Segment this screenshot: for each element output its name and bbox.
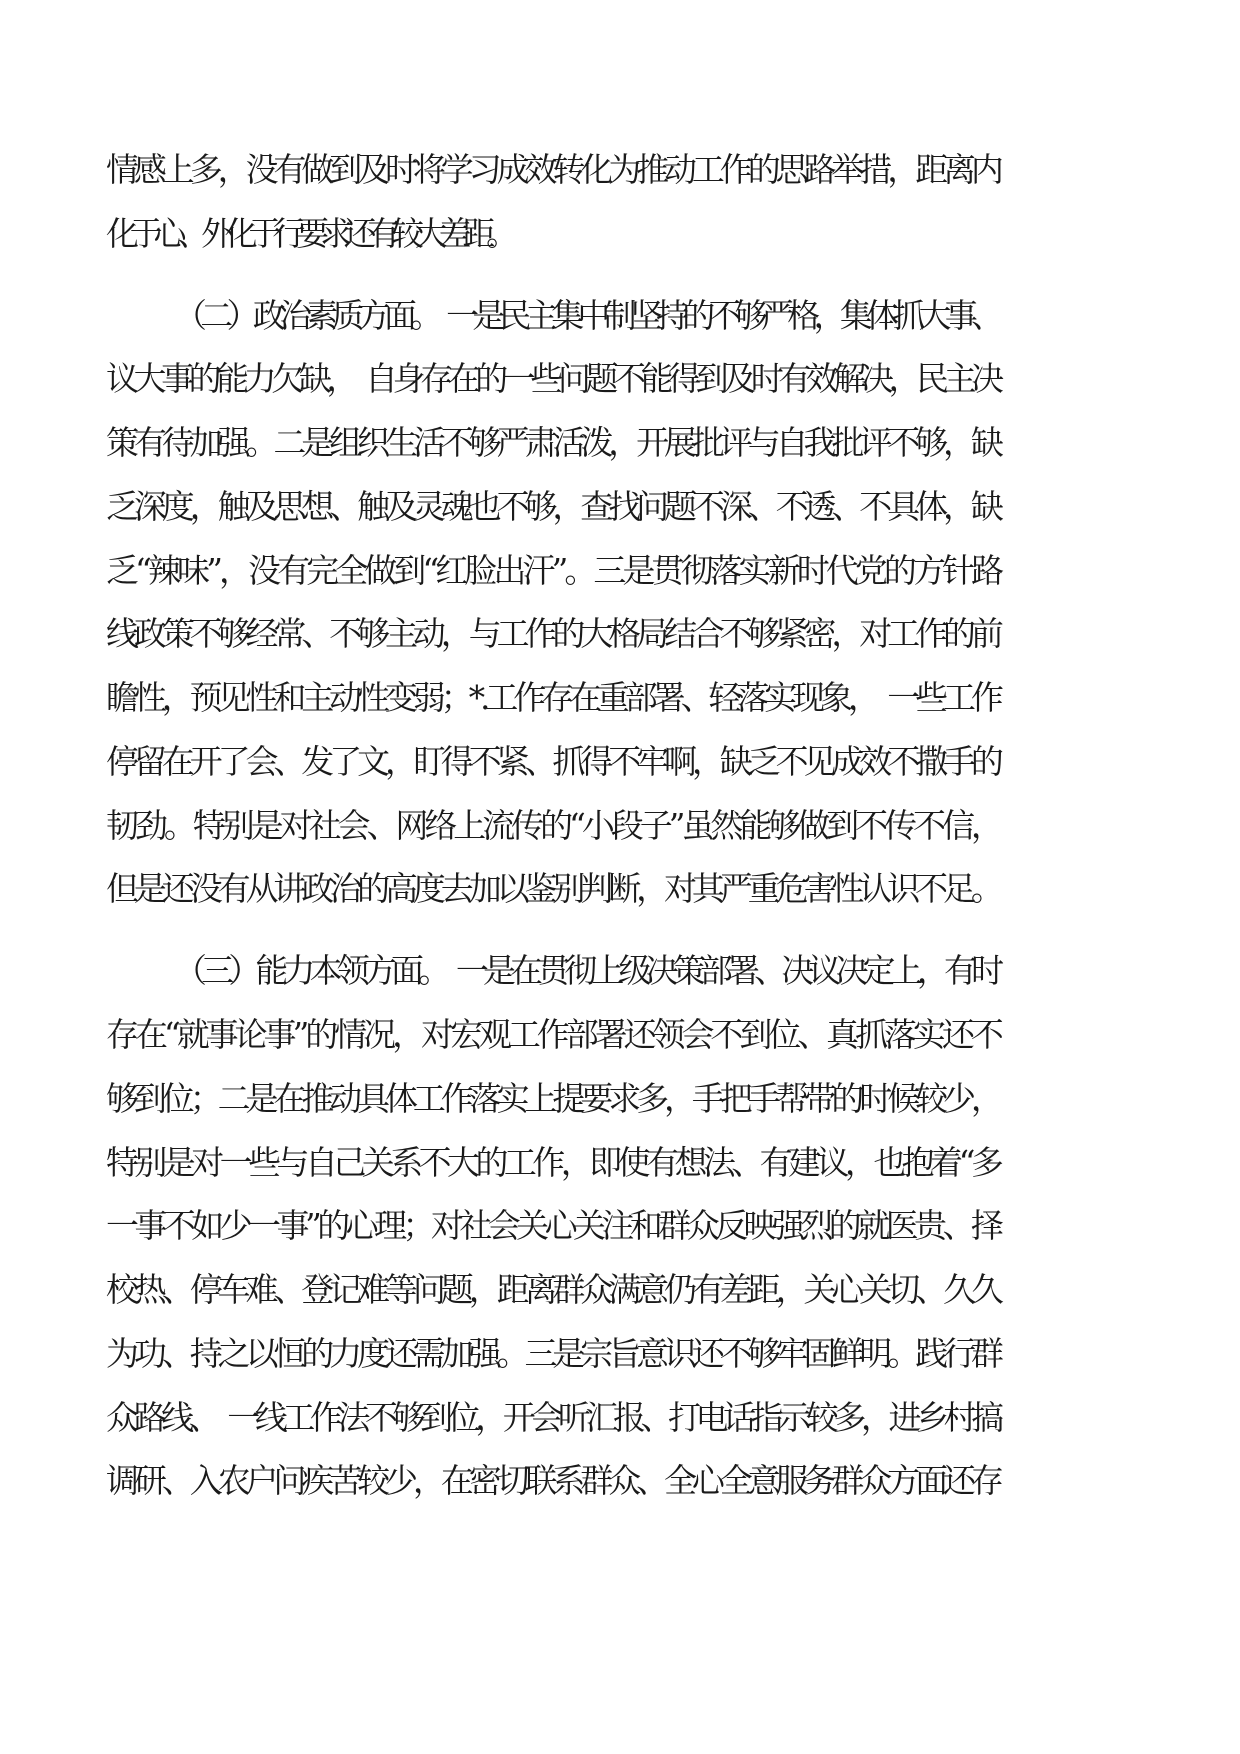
text-line [0,1260,1240,1320]
line-text: 一事不如少一事”的心理；对社会关心关注和群众反映强烈的就医贵、择 [106,1206,1000,1245]
text-line [0,541,1240,601]
line-text: 停留在开了会、发了文，盯得不紧、抓得不牢啊，缺乏不见成效不撒手的 [106,742,999,781]
line-text: （三）能力本领方面。 一是在贯彻上级决策部署、决议决定上，有时 [174,951,999,990]
line-text: 但是还没有从讲政治的高度去加以鉴别判断，对其严重危害性认识不足。 [106,869,999,908]
text-line [0,349,1240,409]
text-line [0,1133,1240,1193]
text-line [0,1196,1240,1256]
line-text: 化于心、外化于行要求还有较大差距。 [106,214,510,253]
line-text: 特别是对一些与自己关系不大的工作，即使有想法、有建议，也抱着“多 [106,1143,1000,1182]
line-text: 策有待加强。二是组织生活不够严肃活泼，开展批评与自我批评不够，缺 [106,423,999,462]
text-line [0,796,1240,856]
text-line [0,1005,1240,1065]
text-line [0,859,1240,919]
section-heading-line [0,286,1240,346]
text-line [0,668,1240,728]
line-text: 为功、持之以恒的力度还需加强。三是宗旨意识还不够牢固鲜明。践行群 [106,1334,999,1373]
line-text: 线政策不够经常、不够主动，与工作的大格局结合不够紧密，对工作的前 [106,614,999,653]
text-line [0,604,1240,664]
line-text: 够到位；二是在推动具体工作落实上提要求多，手把手帮带的时候较少， [106,1079,999,1118]
line-text: 韧劲。特别是对社会、网络上流传的“小段子”虽然能够做到不传不信， [106,806,1000,845]
line-text: 众路线、 一线工作法不够到位，开会听汇报、打电话指示较多，进乡村搞 [106,1398,999,1437]
section-heading-line [0,941,1240,1001]
line-text: 乏“辣味”，没有完全做到“红脸出汗”。三是贯彻落实新时代党的方针路 [106,551,1001,590]
line-text: 存在“就事论事”的情况，对宏观工作部署还领会不到位、真抓落实还不 [106,1015,1000,1054]
line-text: （二）政治素质方面。 一是民主集中制坚持的不够严格，集体抓大事、 [174,296,998,335]
line-text: 乏深度，触及思想、触及灵魂也不够，查找问题不深、不透、不具体，缺 [106,487,999,526]
text-line [0,477,1240,537]
line-text: 议大事的能力欠缺， 自身存在的一些问题不能得到及时有效解决，民主决 [106,359,999,398]
text-line [0,1324,1240,1384]
text-line [0,413,1240,473]
text-line [0,140,1240,200]
line-text: 瞻性，预见性和主动性变弱；*.工作存在重部署、轻落实现象， 一些工作 [106,678,999,717]
text-line [0,1069,1240,1129]
line-text: 调研、入农户问疾苦较少，在密切联系群众、全心全意服务群众方面还存 [106,1461,999,1500]
text-line [0,1388,1240,1448]
line-text: 校热、停车难、登记难等问题，距离群众满意仍有差距，关心关切、久久 [106,1270,999,1309]
line-text: 情感上多，没有做到及时将学习成效转化为推动工作的思路举措，距离内 [106,150,999,189]
text-line [0,1451,1240,1511]
text-line [0,732,1240,792]
text-line [0,204,1240,264]
